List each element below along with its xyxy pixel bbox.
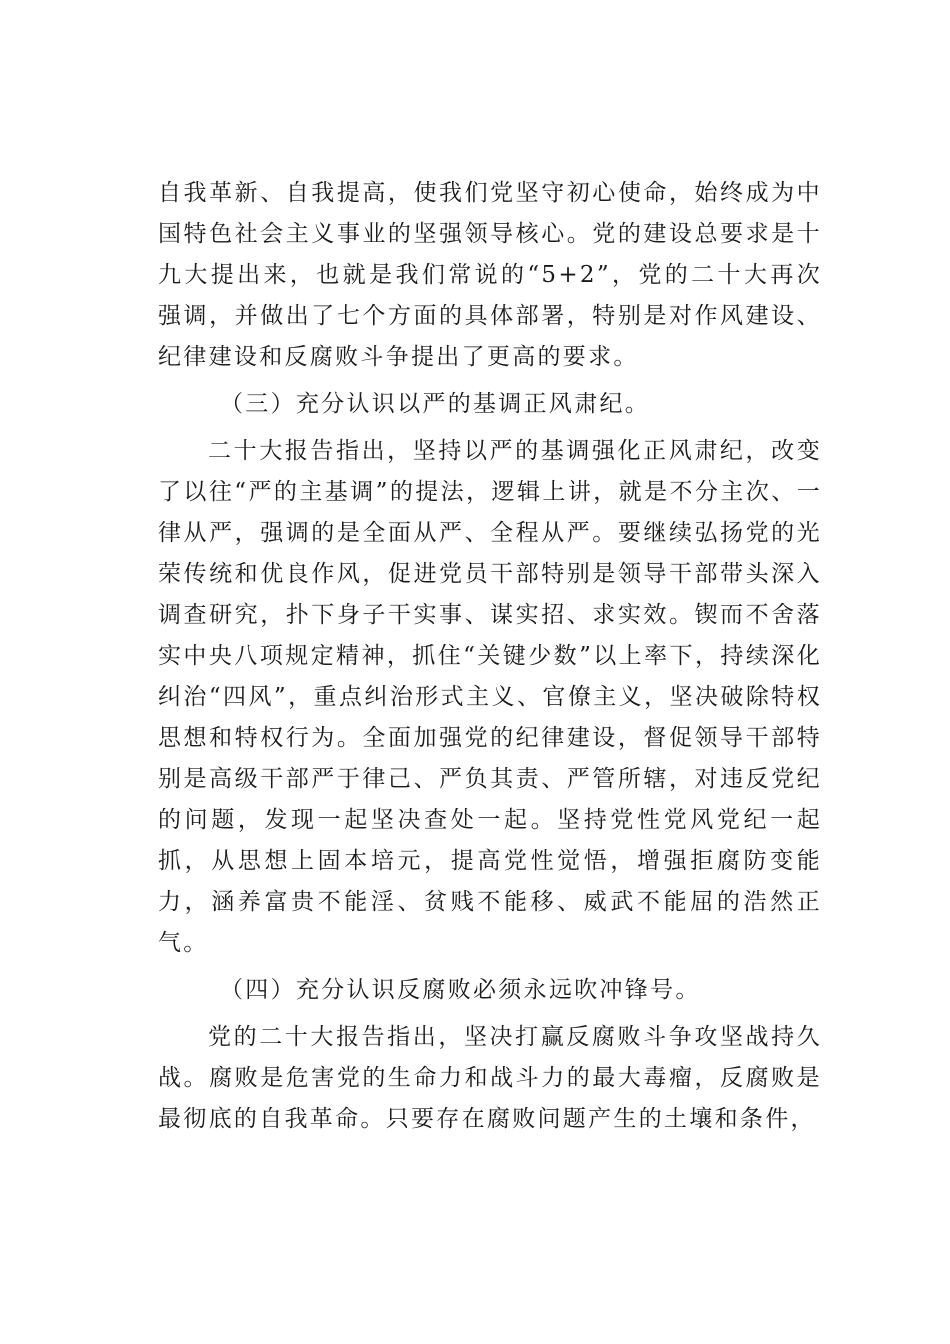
document-body — [158, 173, 822, 1140]
paragraph-anti-corruption: 党的二十大报告指出，坚决打赢反腐败斗争攻坚战持久战。腐败是危害党的生命力和战斗力的最大毒瘤，反腐败是最彻底的自我革命。只要存在腐败问题产生的土壤和条件， — [158, 1024, 822, 1132]
section-heading-three: （三）充分认识以严的基调正风肃纪。 — [220, 391, 651, 417]
paragraph-continuation: 自我革新、自我提高，使我们党坚守初心使命，始终成为中国特色社会主义事业的坚强领导核心。党的建设总要求是十九大提出来，也就是我们常说的“5+2”，党的二十大再次强调，并做出了七个方面的具体部署，特别是对作风建设、纪律建设和反腐败斗争提出了更高的要求。 — [158, 180, 822, 370]
paragraph-strict-discipline: 二十大报告指出，坚持以严的基调强化正风肃纪，改变了以往“严的主基调”的提法，逻辑上讲，就是不分主次、一律从严，强调的是全面从严、全程从严。要继续弘扬党的光荣传统和优良作风，促进党员干部特别是领导干部带头深入调查研究，扑下身子干实事、谋实招、求实效。锲而不舍落实中央八项规定精神，抓住“关键少数”以上率下，持续深化纠治“四风”，重点纠治形式主义、官僚主义，坚决破除特权思想和特权行为。全面加强党的纪律建设，督促领导干部特别是高级干部严于律己、严负其责、严管所辖，对违反党纪的问题，发现一起坚决查处一起。坚持党性党风党纪一起抓，从思想上固本培元，提高党性觉悟，增强拒腐防变能力，涵养富贵不能淫、贫贱不能移、威武不能屈的浩然正气。 — [158, 438, 822, 956]
section-heading-four: （四）充分认识反腐败必须永远吹冲锋号。 — [220, 977, 701, 1003]
